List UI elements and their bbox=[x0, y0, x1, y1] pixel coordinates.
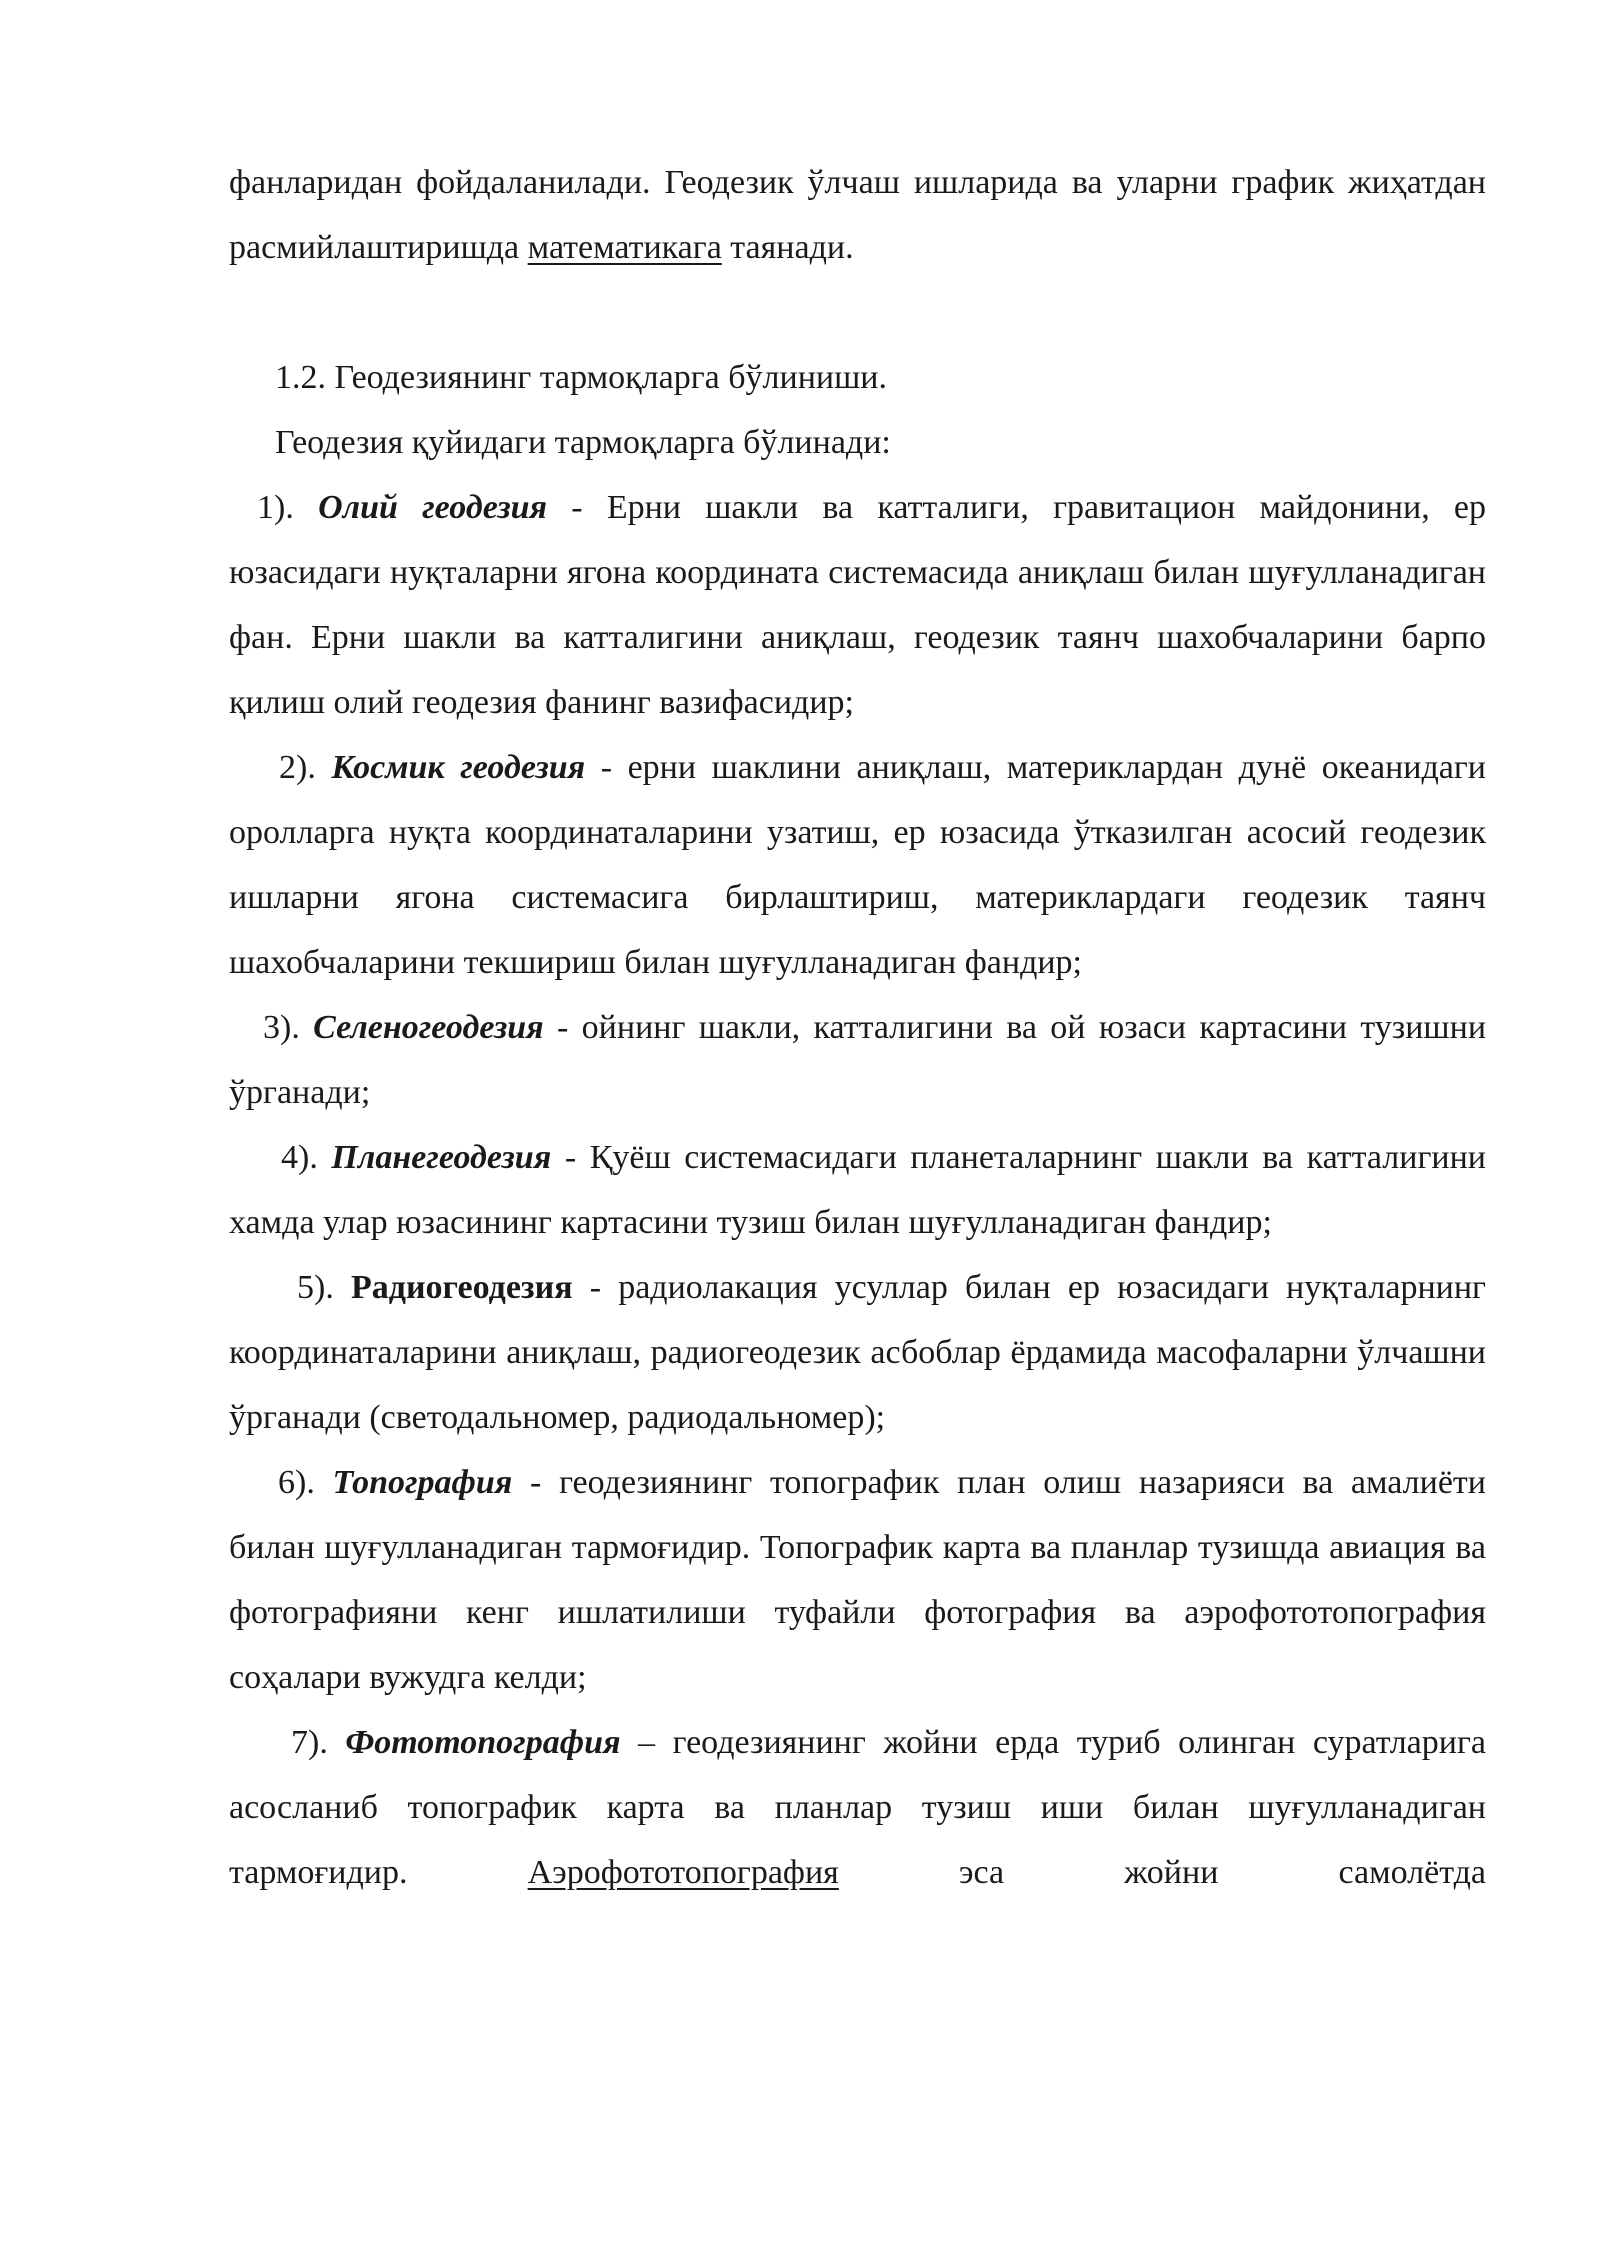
list-item-term: Фототопография bbox=[345, 1724, 621, 1761]
list-item-text-after: эса жойни самолётда bbox=[838, 1854, 1486, 1891]
list-item-term: Планегеодезия bbox=[331, 1139, 552, 1176]
list-item-7 bbox=[229, 1710, 1486, 1905]
list-item-text: - Ерни шакли ва катталиги, гравитацион майдонини, ер юзасидаги нуқталарни ягона координата системасида аниқлаш билан шуғулланадиган фан. Ерни шакли ва катталигини аниқлаш, геодезик таянч шахобчаларини барпо қилиш олий геодезия фанинг вазифасидир; bbox=[229, 489, 1487, 721]
document-page bbox=[229, 150, 1486, 1905]
mathematics-link[interactable]: математикага bbox=[527, 229, 722, 266]
list-item-term: Олий геодезия bbox=[318, 489, 548, 526]
section-heading: 1.2. Геодезиянинг тармоқларга бўлиниши. bbox=[275, 359, 887, 396]
list-item-number: 4). bbox=[281, 1139, 318, 1176]
list-item-3 bbox=[229, 995, 1486, 1125]
list-item-number: 6). bbox=[278, 1464, 315, 1501]
list-item-term: Космик геодезия bbox=[331, 749, 586, 786]
list-item-2 bbox=[229, 735, 1486, 995]
list-item-text: – геодезиянинг жойни ерда туриб олинган суратларига асосланиб топографик карта ва планлар тузиш иши билан шуғулланадиган тармоғидир. bbox=[229, 1724, 1486, 1891]
list-item-text: - радиолакация усуллар билан ер юзасидаги нуқталарнинг координаталарини аниқлаш, радиогеодезик асбоблар ёрдамида масофаларни ўлчашни ўрганади (светодальномер, радиодальномер); bbox=[229, 1269, 1487, 1436]
list-item-number: 3). bbox=[263, 1009, 300, 1046]
list-item-number: 5). bbox=[297, 1269, 334, 1306]
intro-text-1: фанларидан фойдаланилади. Геодезик ўлчаш ишларида ва уларни график жиҳатдан расмийлаштиришда bbox=[229, 164, 1486, 266]
list-item-text: - ойнинг шакли, катталигини ва ой юзаси картасини тузишни ўрганади; bbox=[229, 1009, 1487, 1111]
list-item-number: 1). bbox=[257, 489, 294, 526]
list-item-6 bbox=[229, 1450, 1486, 1710]
section-lead: Геодезия қуйидаги тармоқларга бўлинади: bbox=[275, 424, 891, 461]
paragraph-spacer bbox=[229, 280, 1486, 345]
list-item-4 bbox=[229, 1125, 1486, 1255]
list-item-term: Топография bbox=[332, 1464, 513, 1501]
aerophototopography-link[interactable]: Аэрофототопография bbox=[527, 1854, 839, 1891]
intro-text-2: таянади. bbox=[721, 229, 854, 266]
list-item-text: - ерни шаклини аниқлаш, материклардан дунё океанидаги оролларга нуқта координаталарини узатиш, ер юзасида ўтказилган асосий геодезик ишларни ягона системасига бирлаштириш, материклардаги геодезик таянч шахобчаларини текшириш билан шуғулланадиган фандир; bbox=[229, 749, 1486, 981]
list-item-term: Селеногеодезия bbox=[313, 1009, 544, 1046]
list-item-5 bbox=[229, 1255, 1486, 1450]
list-item-text: - Қуёш системасидаги планеталарнинг шакли ва катталигини хамда улар юзасининг картасини тузиш билан шуғулланадиган фандир; bbox=[229, 1139, 1486, 1241]
list-item-term: Радиогеодезия bbox=[350, 1269, 573, 1306]
list-item-text: - геодезиянинг топографик план олиш назарияси ва амалиёти билан шуғулланадиган тармоғидир. Топографик карта ва планлар тузишда авиация ва фотографияни кенг ишлатилиши туфайли фотография ва аэрофототопография соҳалари вужудга келди; bbox=[229, 1464, 1486, 1696]
list-item-number: 7). bbox=[291, 1724, 328, 1761]
list-item-number: 2). bbox=[279, 749, 316, 786]
intro-paragraph bbox=[229, 150, 1486, 280]
list-item-1 bbox=[229, 475, 1486, 735]
